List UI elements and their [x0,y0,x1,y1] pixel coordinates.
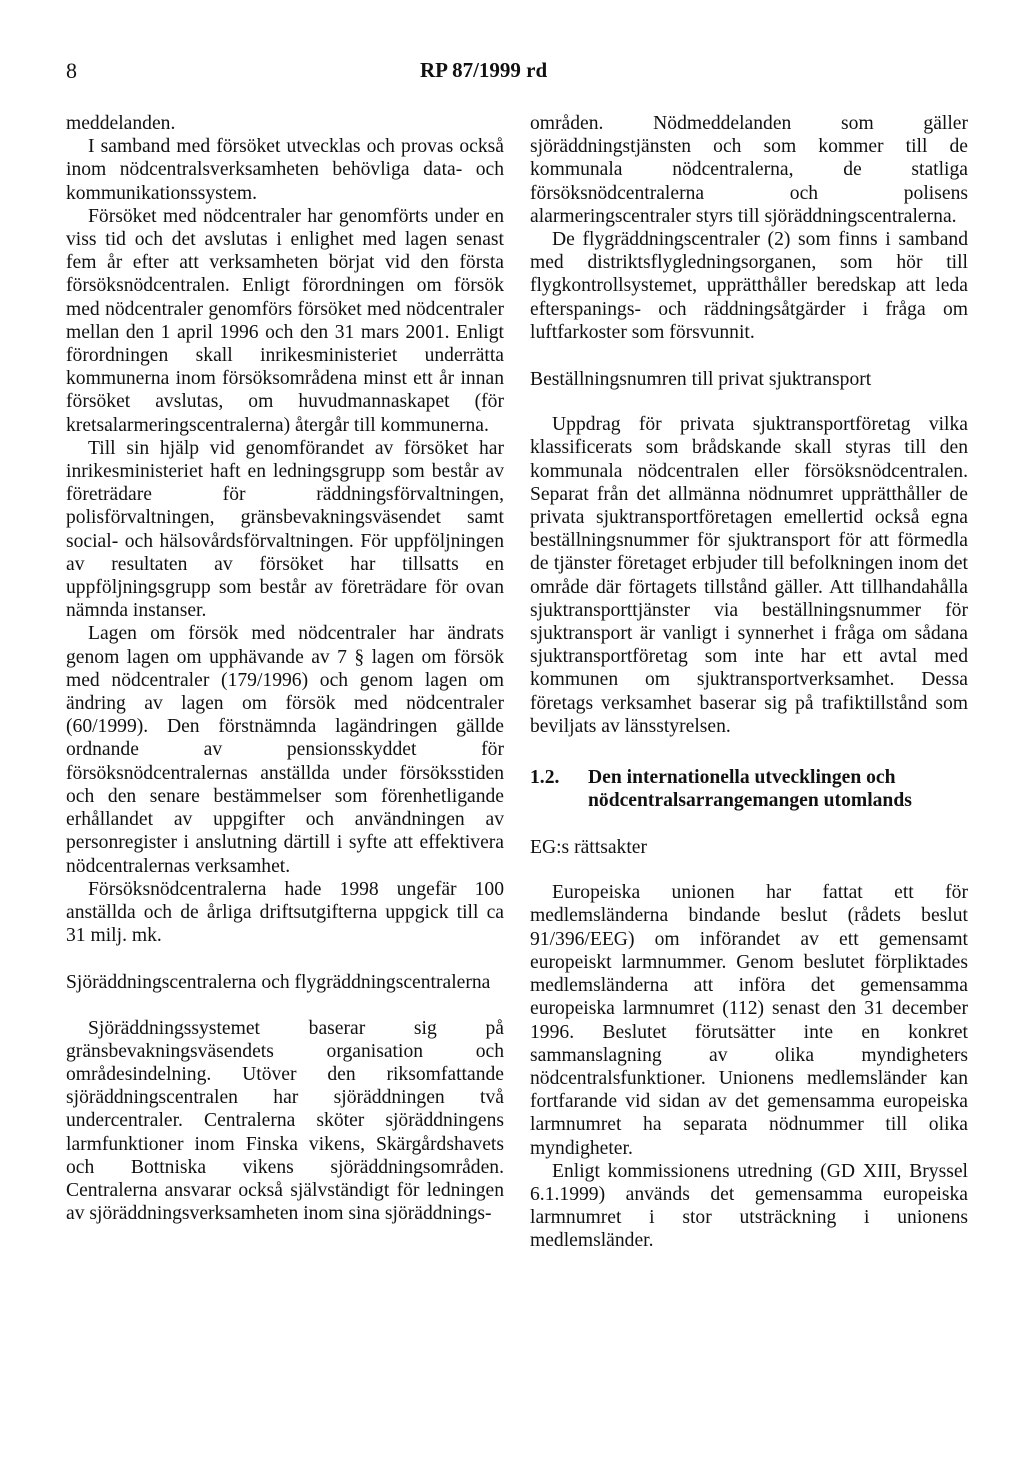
left-column [66,112,504,1225]
paragraph: meddelanden. [66,113,176,134]
paragraph: De flygräddningscentraler (2) som finns i samband med distriktsflygledningsorganen, som hör till flygkontrollsystemet, upprätthåller beredskap att leda efterspanings- och räddningsåtgärder i fråga om luftfarkoster som försvunnit. [530,229,968,343]
page-number: 8 [66,58,77,83]
paragraph: områden. Nödmeddelanden som gäller sjöräddningstjänsten och som kommer till de kommunala nödcentralerna, de statliga försöksnödcentralerna och polisens alarmeringscentraler styrs till sjöräddningscentralerna. [530,113,968,227]
section-heading [530,766,968,812]
paragraph: I samband med försöket utvecklas och provas också inom nödcentralsverksamheten behövliga data- och kommunikationssystem. [66,136,504,204]
paragraph: Försöksnödcentralerna hade 1998 ungefär 100 anställda och de årliga driftsutgifterna uppgick till ca 31 milj. mk. [66,878,504,947]
right-column [530,112,968,1253]
subheading: EG:s rättsakter [530,837,647,859]
paragraph: Europeiska unionen har fattat ett för medlemsländerna bindande beslut (rådets beslut 91/396/EEG) om införandet av ett gemensamt europeiskt larmnummer. Genom beslutet förpliktades medlemsländerna att införa det gemensamma europeiska larmnumret (112) senast den 31 december 1996. Beslutet förutsätter inte en konkret sammanslagning av olika myndigheters nödcentralsfunktioner. Unionens medlemsländer kan fortfarande vid sidan av det gemensamma europeiska larmnumret ha separata nödnummer till olika myndigheter. [530,882,968,1159]
section-title: Den internationella utvecklingen och nödcentralsarrangemangen utomlands [588,767,912,812]
section-number: 1.2. [530,767,560,789]
paragraph: Enligt kommissionens utredning (GD XIII, Bryssel 6.1.1999) används det gemensamma europeiska larmnumret i stor utsträckning i unionens medlemsländer. [530,1160,968,1252]
running-head: RP 87/1999 rd [420,58,548,82]
paragraph: Sjöräddningssystemet baserar sig på gränsbevakningsväsendets organisation och områdesindelning. Utöver den riksomfattande sjöräddningscentralen har sjöräddningen två undercentraler. Centralerna sköter sjöräddningens larmfunktioner inom Finska vikens, Skärgårdshavets och Bottniska vikens sjöräddningsområden. Centralerna ansvarar också självständigt för ledningen av sjöräddningsverksamheten inom sina sjöräddnings- [66,1017,504,1225]
paragraph: Försöket med nödcentraler har genomförts under en viss tid och det avslutas i enlighet med lagen senast fem år efter att verksamheten börjat vid den första försöksnödcentralen. Enligt förordningen om försök med nödcentraler genomförs försöket med nödcentraler mellan den 1 april 1996 och den 31 mars 2001. Enligt förordningen skall inrikesministeriet underrätta kommunerna inom försöksområdena minst ett år innan försöket avslutas, om huvudmannaskapet (för kretsalarmeringscentralerna) återgår till kommunerna. [66,205,504,436]
paragraph: Uppdrag för privata sjuktransportföretag vilka klassificerats som brådskande skall styras till den kommunala nödcentralen eller försöksnödcentralen. Separat från det allmänna nödnumret upprätthåller de privata sjuktransportföretagen emellertid också egna beställningsnummer för sjuktransport för att förmedla de tjänster företaget erbjuder till befolkningen inom det område där förtagets tillstånd gäller. Att tillhandahålla sjuktransporttjänster via beställningsnummer för sjuktransport är vanligt i synnerhet i fråga om sådana sjuktransportföretag som inte har ett avtal med kommunen om sjuktransportverksamhet. Dessa företags verksamhet baserar sig på trafiktillstånd som beviljats av länsstyrelsen. [530,414,968,737]
subheading: Sjöräddningscentralerna och flygräddningscentralerna [66,972,491,994]
subheading: Beställningsnumren till privat sjuktransport [530,369,872,391]
paragraph: Till sin hjälp vid genomförandet av försöket har inrikesministeriet haft en ledningsgrupp som består av företrädare för räddningsförvaltningen, polisförvaltningen, gränsbevakningsväsendet samt social- och hälsovårdsförvaltningen. För uppföljningen av resultaten av försöket har tillsatts en uppföljningsgrupp som består av företrädare för ovan nämnda instanser. [66,437,504,622]
paragraph: Lagen om försök med nödcentraler har ändrats genom lagen om upphävande av 7 § lagen om försök med nödcentraler (179/1996) och genom lagen om ändring av lagen om försök med nödcentraler (60/1999). Den förstnämnda lagändringen gällde ordnande av pensionsskyddet för försöksnödcentralernas anställda under försöksstiden och den senare bestämmelser som förenhetligande erhållandet av uppgifter och användningen av personregister i anslutning därtill i syfte att effektivera nödcentralernas verksamhet. [66,623,504,877]
